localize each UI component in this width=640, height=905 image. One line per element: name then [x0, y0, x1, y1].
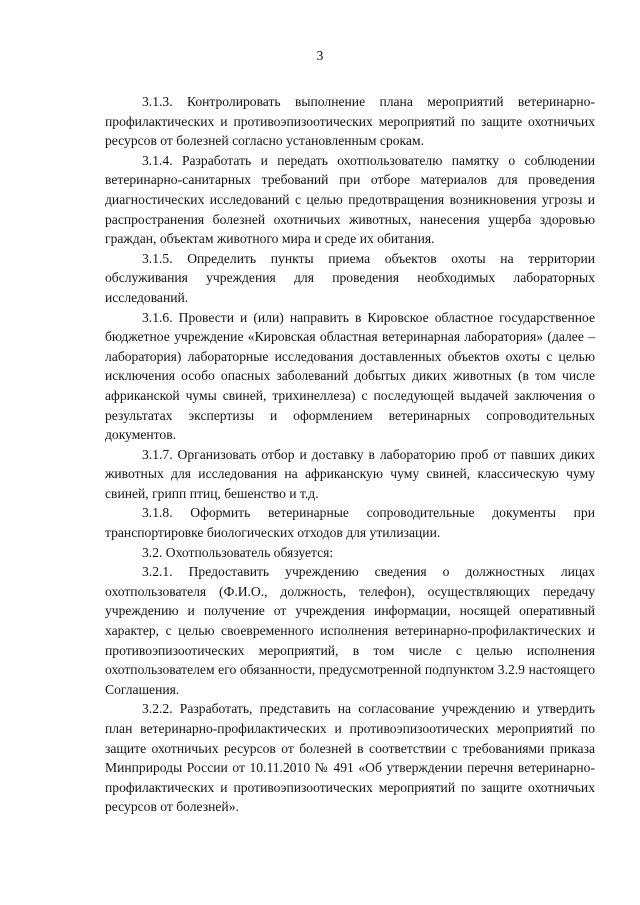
paragraph-3-2-1: 3.2.1. Предоставить учреждению сведения о должностных лицах охотпользователя (Ф.И.О., должность, телефон), осуществляющих передачу учреждению и получение от учреждения информации, носящей оперативный характер, с целью своевременного исполнения ветеринарно-профилактических и противоэпизоотических мероприятий, в том числе с целью исполнения охотпользователем его обязанности, предусмотренной подпунктом 3.2.9 настоящего Соглашения. [105, 564, 595, 697]
paragraph-3-1-3: 3.1.3. Контролировать выполнение плана мероприятий ветеринарно-профилактических и противоэпизоотических мероприятий по защите охотничьих ресурсов от болезней согласно установленным срокам. [105, 94, 595, 149]
paragraph-3-2-2: 3.2.2. Разработать, представить на согласование учреждению и утвердить план ветеринарно-профилактических и противоэпизоотических мероприятий по защите охотничьих ресурсов от болезней в соответствии с требованиями приказа Минприроды России от 10.11.2010 № 491 «Об утверждении перечня ветеринарно-профилактических и противоэпизоотических мероприятий по защите охотничьих ресурсов от болезней». [105, 701, 595, 815]
paragraph-3-1-6: 3.1.6. Провести и (или) направить в Кировское областное государственное бюджетное учреждение «Кировская областная ветеринарная лаборатория» (далее – лаборатория) лабораторные исследования доставленных объектов охоты с целью исключения особо опасных заболеваний добытых диких животных (в том числе африканской чумы свиней, трихинеллеза) с последующей выдачей заключения о результатах экспертизы и оформлением ветеринарных сопроводительных документов. [105, 309, 595, 443]
page-number: 3 [316, 48, 324, 63]
paragraph-3-1-5: 3.1.5. Определить пункты приема объектов охоты на территории обслуживания учреждения для проведения необходимых лабораторных исследований. [105, 250, 595, 305]
paragraph-3-1-7: 3.1.7. Организовать отбор и доставку в лабораторию проб от павших диких животных для исследования на африканскую чуму свиней, классическую чуму свиней, грипп птиц, бешенство и т.д. [105, 446, 595, 501]
paragraph-3-1-8: 3.1.8. Оформить ветеринарные сопроводительные документы при транспортировке биологических отходов для утилизации. [105, 505, 595, 541]
section-heading-3-2: 3.2. Охотпользователь обязуется: [142, 544, 334, 560]
paragraph-3-1-4: 3.1.4. Разработать и передать охотпользователю памятку о соблюдении ветеринарно-санитарных требований при отборе материалов для проведения диагностических исследований с целью предотвращения возникновения угрозы и распространения болезней охотничьих животных, нанесения ущерба здоровью граждан, объектам животного мира и среде их обитания. [105, 152, 595, 247]
document-body [105, 92, 595, 817]
